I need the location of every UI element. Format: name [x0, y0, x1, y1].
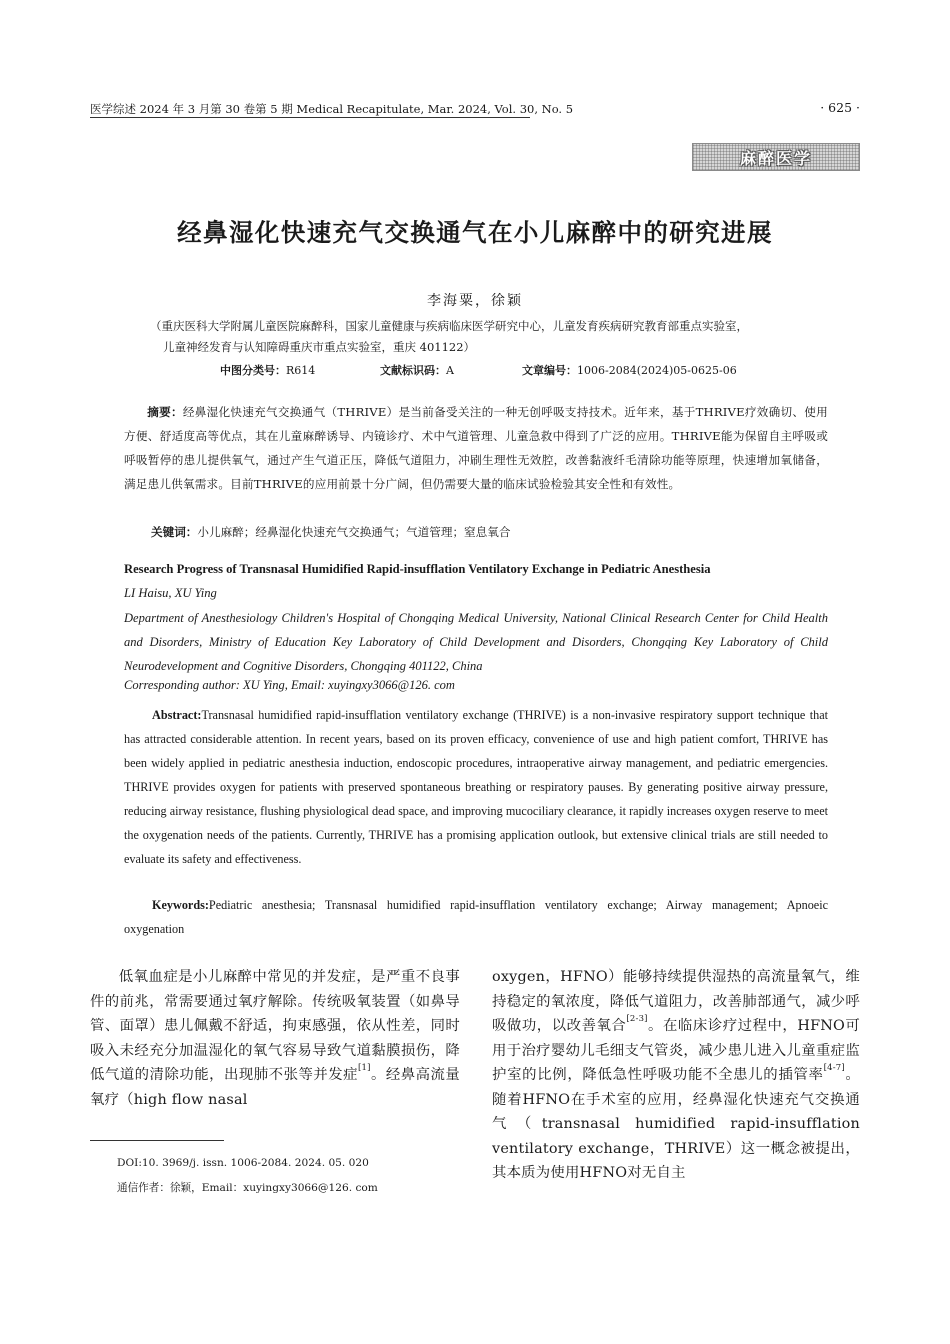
body-text: 。经鼻高流量氧疗（high flow nasal [90, 1067, 460, 1108]
clc-value: R614 [286, 364, 316, 377]
chinese-abstract [124, 401, 828, 497]
body-text: 。在临床诊疗过程中，HFNO可用于治疗婴幼儿毛细支气管炎，减少患儿进入儿童重症监护室的比例，降低急性呼吸功能不全患儿的插管率 [492, 1018, 860, 1083]
chinese-abstract-text: 经鼻湿化快速充气交换通气（THRIVE）是当前备受关注的一种无创呼吸支持技术。近年来，基于THRIVE疗效确切、使用方便、舒适度高等优点，其在儿童麻醉诱导、内镜诊疗、术中气道管理、儿童急救中得到了广泛的应用。THRIVE能为保留自主呼吸或呼吸暂停的患儿提供氧气，通过产生气道正压，降低气道阻力，冲刷生理性无效腔，改善黏液纤毛清除功能等原理，快速增加氧储备，满足患儿供氧需求。目前THRIVE的应用前景十分广阔，但仍需要大量的临床试验检验其安全性和有效性。 [124, 405, 828, 491]
affiliation-line-1: （重庆医科大学附属儿童医院麻醉科，国家儿童健康与疾病临床医学研究中心，儿童发育疾病研究教育部重点实验室， [150, 319, 748, 333]
english-abstract-text: Transnasal humidified rapid-insufflation ventilatory exchange (THRIVE) is a non-invasive respiratory support technique that has attracted considerable attention. In recent years, based on its proven efficacy, convenience of use and high patient comfort, THRIVE has been widely applied in pediatric anesthesia induction, endoscopic procedures, intraoperative airway management, and pediatric emergencies. THRIVE provides oxygen for patients with preserved spontaneous breathing or respiratory pauses. By generating positive airway pressure, reducing airway resistance, flushing physiological dead space, and improving mucociliary clearance, it rapidly increases oxygen reserve to meet the oxygenation needs of the patients. Currently, THRIVE has a promising application outlook, but extensive clinical trials are still needed to evaluate its safety and effectiveness. [124, 708, 828, 866]
article-number-label: 文章编号： [522, 364, 577, 377]
chinese-keywords-text: 小儿麻醉；经鼻湿化快速充气交换通气；气道管理；窒息氧合 [197, 525, 511, 539]
chinese-keywords [151, 521, 510, 543]
english-keywords-label: Keywords: [152, 898, 209, 912]
document-code [380, 362, 454, 378]
english-authors: LI Haisu, XU Ying [124, 586, 217, 600]
correspondence-footnote: 通信作者：徐颖，Email：xuyingxy3066@126. com [117, 1182, 378, 1194]
body-text: oxygen，HFNO）能够持续提供湿热的高流量氧气，维持稳定的氧浓度，降低气道阻力，改善肺部通气，减少呼吸做功，以改善氧合 [492, 969, 860, 1034]
citation-ref[interactable]: [1] [358, 1063, 371, 1073]
section-banner-label: 麻醉医学 [739, 148, 812, 168]
body-text: 。随着HFNO在手术室的应用，经鼻湿化快速充气交换通气（transnasal humidified rapid-insufflation ventilatory exchange，THRIVE）这一概念被提出，其本质为使用HFNO对无自主 [492, 1067, 860, 1181]
clc-number [220, 362, 315, 378]
affiliation-line-2: 儿童神经发育与认知障碍重庆市重点实验室，重庆 401122） [163, 340, 476, 354]
body-column-right [492, 965, 860, 1186]
doi-footnote: DOI:10. 3969/j. issn. 1006-2084. 2024. 05. 020 [117, 1157, 369, 1169]
footnote-rule [90, 1140, 224, 1141]
english-abstract-label: Abstract: [152, 708, 202, 722]
corresponding-author: Corresponding author: XU Ying, Email: xuyingxy3066@126. com [124, 678, 455, 692]
english-keywords [124, 893, 828, 941]
doc-code-value: A [446, 364, 454, 377]
article-title: 经鼻湿化快速充气交换通气在小儿麻醉中的研究进展 [177, 218, 773, 247]
citation-ref[interactable]: [4-7] [823, 1063, 845, 1073]
chinese-keywords-label: 关键词： [151, 525, 198, 539]
header-rule [90, 117, 530, 118]
article-number [522, 362, 737, 378]
author-list: 李海粟，徐颖 [427, 293, 523, 309]
section-banner [692, 143, 860, 171]
body-column-left [90, 965, 460, 1112]
english-abstract [124, 703, 828, 871]
english-title: Research Progress of Transnasal Humidified Rapid-insufflation Ventilatory Exchange in Pediatric Anesthesia [124, 562, 711, 576]
clc-label: 中图分类号： [220, 364, 286, 377]
citation-ref[interactable]: [2-3] [626, 1014, 648, 1024]
body-text: 低氧血症是小儿麻醉中常见的并发症，是严重不良事件的前兆，常需要通过氧疗解除。传统吸氧装置（如鼻导管、面罩）患儿佩戴不舒适，拘束感强，依从性差，同时吸入未经充分加温湿化的氧气容易导致气道黏膜损伤，降低气道的清除功能，出现肺不张等并发症 [90, 969, 460, 1083]
english-keywords-text: Pediatric anesthesia; Transnasal humidified rapid-insufflation ventilatory exchange; Airway management; Apnoeic oxygenation [124, 898, 828, 936]
article-number-value: 1006-2084(2024)05-0625-06 [577, 364, 737, 377]
doc-code-label: 文献标识码： [380, 364, 446, 377]
running-header: 医学综述 2024 年 3 月第 30 卷第 5 期 Medical Recapitulate, Mar. 2024, Vol. 30, No. 5 [90, 102, 574, 116]
english-affiliation: Department of Anesthesiology Children's Hospital of Chongqing Medical University, National Clinical Research Center for Child Health and Disorders, Ministry of Education Key Laboratory of Child Development and Disorders, Chongqing Key Laboratory of Child Neurodevelopment and Cognitive Disorders, Chongqing 401122, China [124, 611, 828, 673]
page-number: · 625 · [820, 100, 860, 115]
chinese-abstract-label: 摘要： [147, 405, 183, 419]
